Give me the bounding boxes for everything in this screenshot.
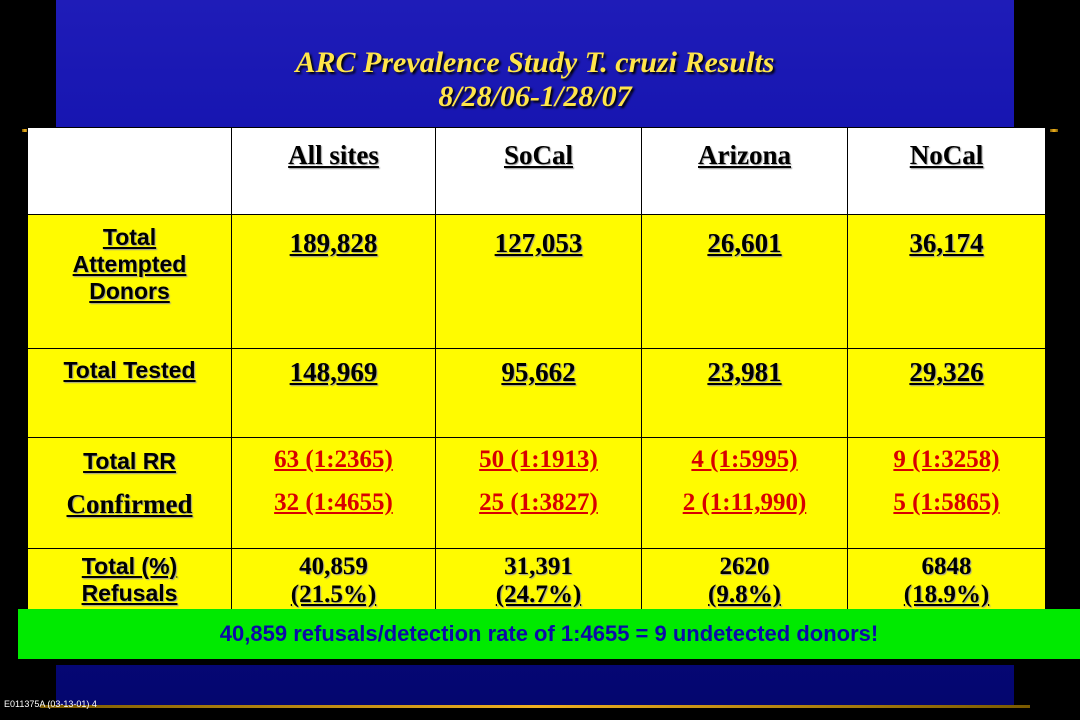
header-all-sites: All sites — [232, 128, 436, 215]
cell-rr-socal: 50 (1:1913) 25 (1:3827) — [436, 438, 642, 549]
slide-title: ARC Prevalence Study T. cruzi Results — [295, 46, 775, 79]
header-empty-cell — [28, 128, 232, 215]
cell-rr-nocal: 9 (1:3258) 5 (1:5865) — [848, 438, 1046, 549]
cell-rr-arizona: 4 (1:5995) 2 (1:11,990) — [642, 438, 848, 549]
table-header-row — [28, 128, 1046, 215]
row-total-tested — [28, 349, 1046, 438]
cell-refusals-arizona: 2620 (9.8%) — [642, 549, 848, 644]
row-total-rr-confirmed — [28, 438, 1046, 549]
row-label-tested: Total Tested — [28, 349, 232, 438]
header-arizona: Arizona — [642, 128, 848, 215]
cell-refusals-nocal: 6848 (18.9%) — [848, 549, 1046, 644]
row-label-refusals: Total (%) Refusals — [28, 549, 232, 644]
cell-value: 23,981 — [642, 349, 848, 438]
cell-value: 148,969 — [232, 349, 436, 438]
row-label-attempted: Total Attempted Donors — [28, 215, 232, 349]
results-table — [27, 127, 1046, 644]
cell-refusals-all-sites: 40,859 (21.5%) — [232, 549, 436, 644]
cell-value: 26,601 — [642, 215, 848, 349]
decorative-rule-bottom — [40, 705, 1030, 708]
cell-value: 29,326 — [848, 349, 1046, 438]
slide-date-range: 8/28/06-1/28/07 — [438, 80, 632, 113]
cell-value: 189,828 — [232, 215, 436, 349]
cell-value: 95,662 — [436, 349, 642, 438]
row-label-confirmed: Confirmed — [66, 489, 193, 519]
decorative-rule-right — [1050, 129, 1058, 132]
conclusion-banner: 40,859 refusals/detection rate of 1:4655 = 9 undetected donors! — [18, 609, 1080, 659]
row-label-rr: Total RR Confirmed — [28, 438, 232, 549]
cell-rr-all-sites: 63 (1:2365) 32 (1:4655) — [232, 438, 436, 549]
header-socal: SoCal — [436, 128, 642, 215]
cell-value: 127,053 — [436, 215, 642, 349]
row-total-attempted-donors — [28, 215, 1046, 349]
cell-refusals-socal: 31,391 (24.7%) — [436, 549, 642, 644]
slide-footer-code: E011375A (03-13-01) 4 — [4, 699, 97, 709]
header-nocal: NoCal — [848, 128, 1046, 215]
cell-value: 36,174 — [848, 215, 1046, 349]
